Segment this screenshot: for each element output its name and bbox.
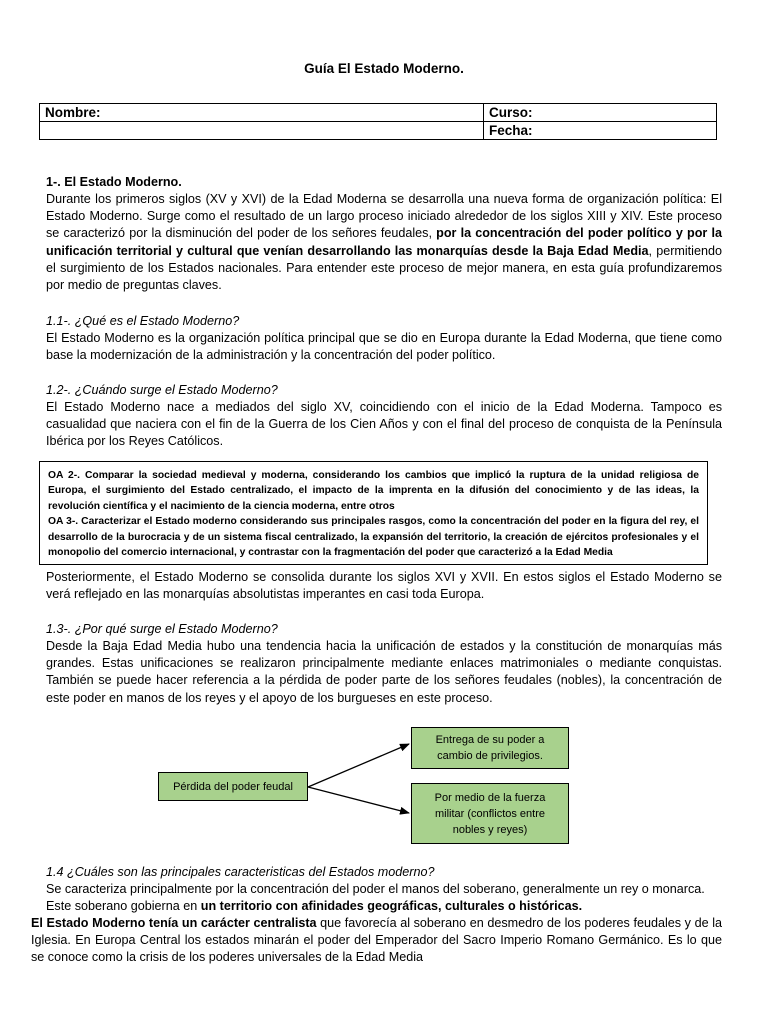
diagram-target-bottom-box: Por medio de la fuerza militar (conflictos entre nobles y reyes) xyxy=(411,783,569,844)
q11-heading: 1.1-. ¿Qué es el Estado Moderno? xyxy=(46,314,240,328)
arrow-to-bottom-box xyxy=(308,787,409,813)
name-field[interactable]: Nombre: xyxy=(40,104,484,122)
date-field[interactable]: Fecha: xyxy=(484,122,717,140)
q13-text: Desde la Baja Edad Media hubo una tendencia hacia la unificación de estados y la constitución de monarquías más grandes. Estas unificaciones se realizaron principalmente mediante enlaces matrimoniales o mediante conquistas. También se puede hacer referencia a la pérdida de poder parte de los señores feudales (nobles), la concentración de este poder en manos de los reyes y el apoyo de los burgueses en este proceso. xyxy=(46,639,722,705)
oa2-text: OA 2-. Comparar la sociedad medieval y moderna, considerando los cambios que implicó la ruptura de la unidad religiosa de Europa, el surgimiento del Estado centralizado, el impacto de la imprenta en la difusión del conocimiento y de las ideas, la revolución científica y el nacimiento de la ciencia moderna, entre otros xyxy=(48,470,699,512)
q14-line2: Este soberano gobierna en un territorio con afinidades geográficas, culturales o históricas. xyxy=(46,899,583,913)
q14-line1: Se caracteriza principalmente por la concentración del poder el manos del soberano, generalmente un rey o monarca. xyxy=(46,882,705,896)
q11-text: El Estado Moderno es la organización política principal que se dio en Europa durante la Edad Moderna, que tiene como base la modernización de la administración y la concentración del poder político. xyxy=(46,331,722,363)
course-field[interactable]: Curso: xyxy=(484,104,717,122)
q14-paragraph: El Estado Moderno tenía un carácter centralista que favorecía al soberano en desmedro de los poderes feudales y de la Iglesia. En Europa Central los estados minarán el poder del Emperador del Sacro Imperio Romano Germánico. Es lo que se conoce como la crisis de los poderes universales de la Edad Media xyxy=(31,916,723,965)
page-title: Guía El Estado Moderno. xyxy=(304,61,464,76)
diagram-source-box: Pérdida del poder feudal xyxy=(158,772,308,801)
q13-heading: 1.3-. ¿Por qué surge el Estado Moderno? xyxy=(46,622,278,636)
q12-text: El Estado Moderno nace a mediados del siglo XV, coincidiendo con el inicio de la Edad Moderna. Tampoco es casualidad que naciera con el fin de la Guerra de los Cien Años y con el final del proceso de conquista de la Península Ibérica por los Reyes Católicos. xyxy=(46,400,722,449)
diagram-target-top-box: Entrega de su poder a cambio de privilegios. xyxy=(411,727,569,769)
section1-paragraph: Durante los primeros siglos (XV y XVI) de la Edad Moderna se desarrolla una nueva forma de organización política: El Estado Moderno. Surge como el resultado de un largo proceso iniciado alrededor de los siglos XIII y XIV. Este proceso se caracterizó por la disminución del poder de los señores feudales, por la concentración del poder político y por la unificación territorial y cultural que venían desarrollando las monarquías desde la Baja Edad Media, permitiendo el surgimiento de los Estados nacionales. Para entender este proceso de mejor manera, en esta guía profundizaremos por medio de preguntas claves. xyxy=(46,192,722,293)
oa3-text: OA 3-. Caracterizar el Estado moderno considerando sus principales rasgos, como la concentración del poder en la figura del rey, el desarrollo de la burocracia y de un sistema fiscal centralizado, la expansión del territorio, la creación de ejércitos profesionales y el monopolio del comercio internacional, y contrastar con la fragmentación del poder que caracterizó a la Edad Media xyxy=(48,516,699,559)
section1-heading: 1-. El Estado Moderno. xyxy=(46,175,182,189)
q12-heading: 1.2-. ¿Cuándo surge el Estado Moderno? xyxy=(46,383,278,397)
arrow-to-top-box xyxy=(308,744,409,787)
after-box-text: Posteriormente, el Estado Moderno se consolida durante los siglos XVI y XVII. En estos siglos el Estado Moderno se verá reflejado en las monarquías absolutistas imperantes en casi toda Europa. xyxy=(46,570,722,602)
q14-heading: 1.4 ¿Cuáles son las principales caracteristicas del Estados moderno? xyxy=(46,865,435,879)
